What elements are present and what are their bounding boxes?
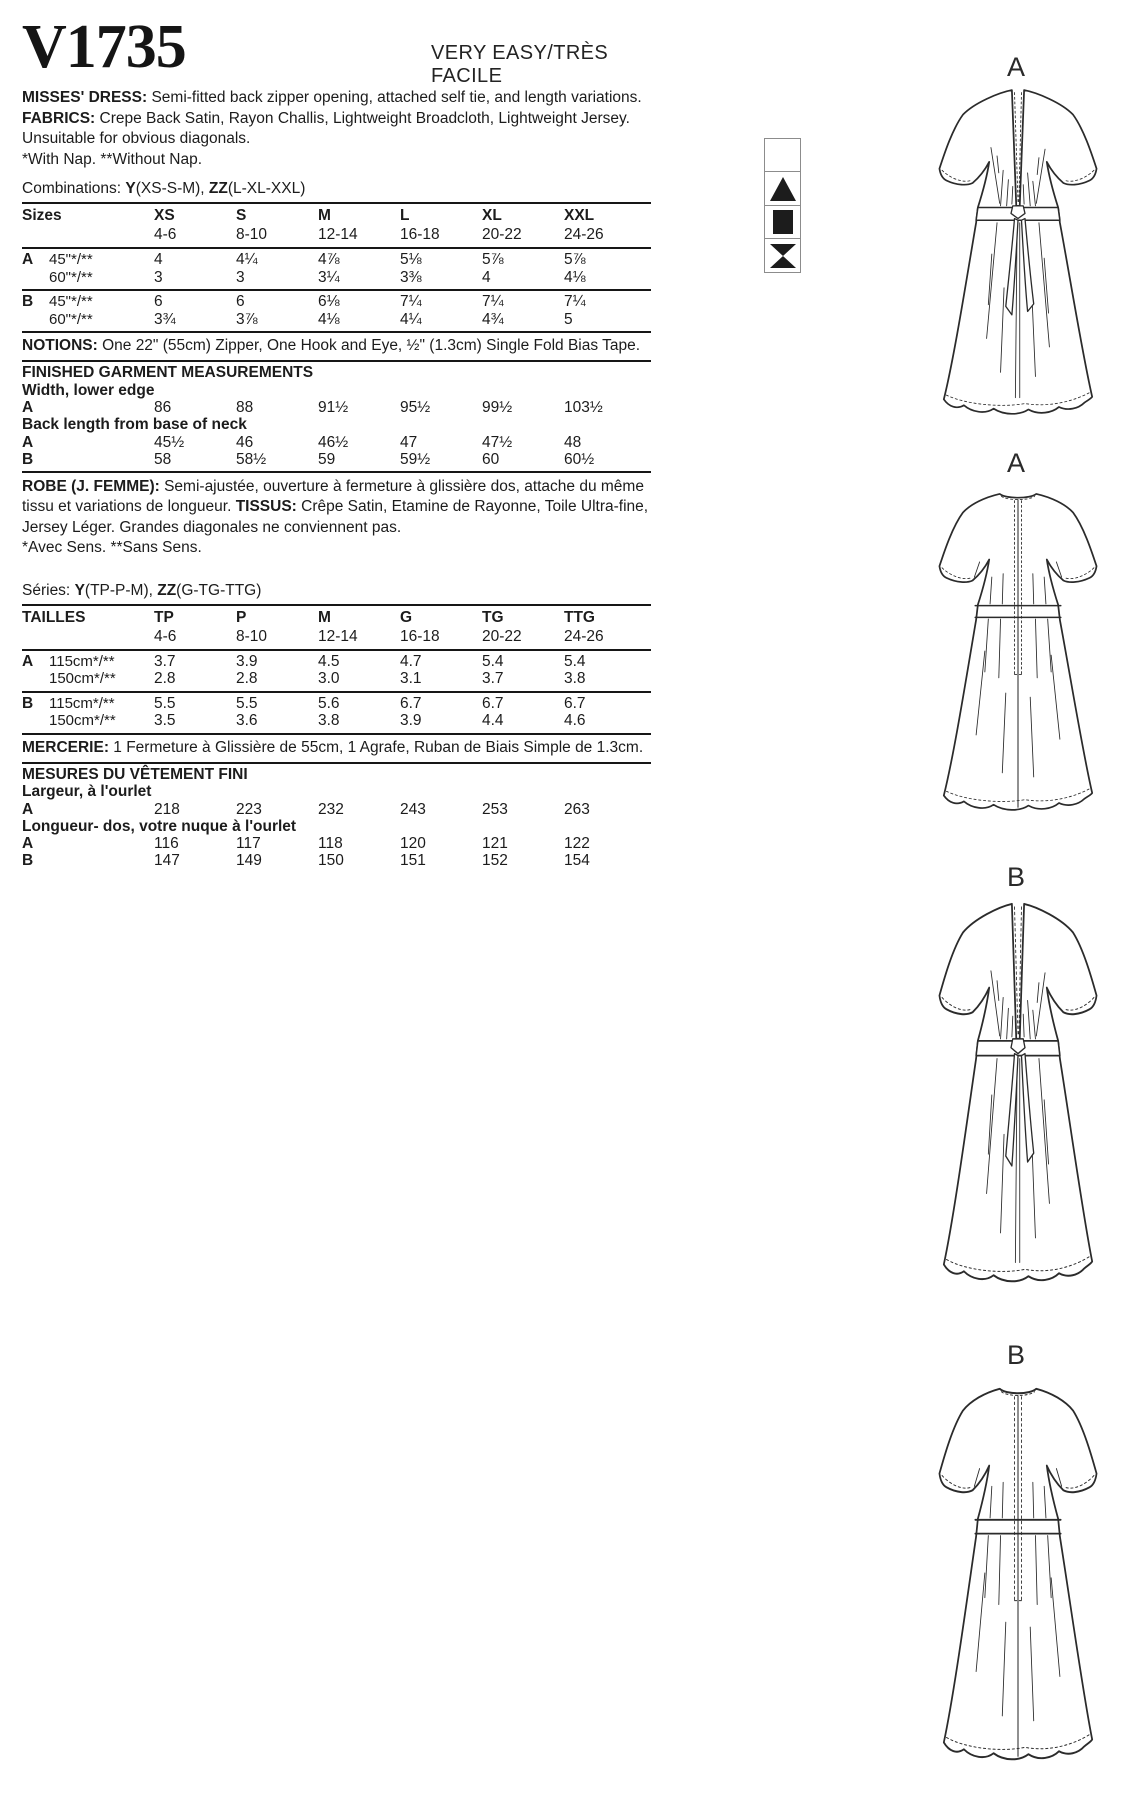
brand-row [22,0,651,88]
description-french [22,477,651,559]
blank-symbol-icon [764,138,801,173]
square-symbol-icon [764,205,801,240]
triangle-symbol-icon [764,171,801,206]
text-column [22,0,651,872]
desc-fr-label-1: ROBE (J. FEMME): [22,477,160,495]
series-zz: ZZ [157,581,177,599]
mercerie-paragraph [22,735,651,762]
hourglass-symbol-icon [764,238,801,273]
dress-b-tie-back-illustration [922,898,1114,1292]
desc-en-label-1: MISSES' DRESS: [22,89,148,106]
view-b-metrage: B 115cm*/** 5.5 5.5 5.6 6.7 6.7 6.7 150cm*/** 3.5 3.6 3.8 3.9 4.4 4.6 [22,694,586,729]
notions-paragraph [22,333,651,360]
view-a-yardage: A 45"*/** 4 4¼ 4⅞ 5⅛ 5⅞ 5⅞ 60"*/** 3 3 3¼ 3⅜ 4 4⅛ [22,251,586,286]
tailles-corner-label: TAILLES [22,608,86,626]
view-label-a-tie: A [1006,52,1025,82]
desc-en-label-2: FABRICS: [22,109,96,127]
series-y-sizes: (TP-P-M), [84,581,158,599]
finished-title: FINISHED GARMENT MEASUREMENTS [22,364,314,381]
dress-a-zipper-back-illustration [922,483,1114,819]
series-y: Y [74,581,85,599]
desc-en-text-1: Semi-fitted back zipper opening, attached self tie, and length variations. [147,89,642,106]
dress-b-zipper-back-illustration [922,1376,1114,1770]
combo-zz: ZZ [208,180,228,197]
finished-measurements-french: MESURES DU VÊTEMENT FINI Largeur, à l'ourlet A 218 223 232 243 253 263 Longueur- dos, votre nuque à l'ourlet A 116 117 118 120 121 122 B 147 149 150 151 152 154 [22,764,651,873]
mesures-title: MESURES DU VÊTEMENT FINI [22,765,248,783]
width-label: Width, lower edge [22,381,155,399]
dress-a-tie-back-illustration [922,85,1114,423]
longueur-label: Longueur- dos, votre nuque à l'ourlet [22,817,297,835]
desc-en-text-2: Crepe Back Satin, Rayon Challis, Lightweight Broadcloth, Lightweight Jersey. Unsuitable for obvious diagonals. [22,109,630,147]
view-label-a-zip: A [1006,448,1025,478]
series-line [22,581,651,601]
size-header-row: Sizes XS 4-6 S 8-10 M 12-14 L 16-18 XL 20-22 XXL 24-26 [22,207,604,243]
mercerie-label: MERCERIE: [22,738,109,756]
desc-fr-text-2: Crêpe Satin, Etamine de Rayonne, Toile Ultra-fine, Jersey Léger. Grandes diagonales ne conviennent pas. [22,498,649,536]
view-label-b-tie: B [1006,862,1025,892]
back-length-label: Back length from base of neck [22,416,247,433]
combo-zz-sizes: (L-XL-XXL) [227,180,306,197]
nap-note-english: *With Nap. **Without Nap. [22,150,203,168]
yardage-table-english [22,202,651,333]
combo-y-sizes: (XS-S-M), [135,180,209,197]
series-zz-sizes: (G-TG-TTG) [176,581,262,599]
desc-fr-text-1: Semi-ajustée, ouverture à fermeture à glissière dos, attache du même tissu et variations de longueur. [22,477,644,515]
description-english [22,88,651,170]
difficulty-banner: VERY EASY/TRÈS FACILE [431,42,609,87]
pattern-number: V1735 [22,13,186,81]
combo-y: Y [125,180,136,197]
mercerie-text: 1 Fermeture à Glissière de 55cm, 1 Agrafe, Ruban de Biais Simple de 1.3cm. [108,738,644,756]
yardage-table-french [22,604,651,735]
notions-label: NOTIONS: [22,337,98,354]
tailles-header-row: TAILLES TP 4-6 P 8-10 M 12-14 G 16-18 TG 20-22 TTG 24-26 [22,608,604,645]
largeur-label: Largeur, à l'ourlet [22,783,152,800]
finished-measurements-english: FINISHED GARMENT MEASUREMENTS Width, lower edge A 86 88 91½ 95½ 99½ 103½ Back length from base of neck A 45½ 46 46½ 47 47½ 48 B 58 58½ 59 59½ 60 60½ [22,362,651,471]
view-label-b-zip: B [1006,1340,1025,1370]
view-symbol-key [764,138,801,273]
size-corner-label: Sizes [22,207,62,224]
view-b-yardage: B 45"*/** 6 6 6⅛ 7¼ 7¼ 7¼ 60"*/** 3¾ 3⅞ 4⅛ 4¼ 4¾ 5 [22,293,586,328]
combinations-label: Combinations: [22,180,126,197]
combinations-line [22,179,651,199]
nap-note-french: *Avec Sens. **Sans Sens. [22,539,202,556]
notions-text: One 22" (55cm) Zipper, One Hook and Eye, ½" (1.3cm) Single Fold Bias Tape. [97,337,641,354]
desc-fr-label-2: TISSUS: [235,498,297,515]
view-a-metrage: A 115cm*/** 3.7 3.9 4.5 4.7 5.4 5.4 150cm*/** 2.8 2.8 3.0 3.1 3.7 3.8 [22,652,586,687]
series-label: Séries: [22,581,75,599]
